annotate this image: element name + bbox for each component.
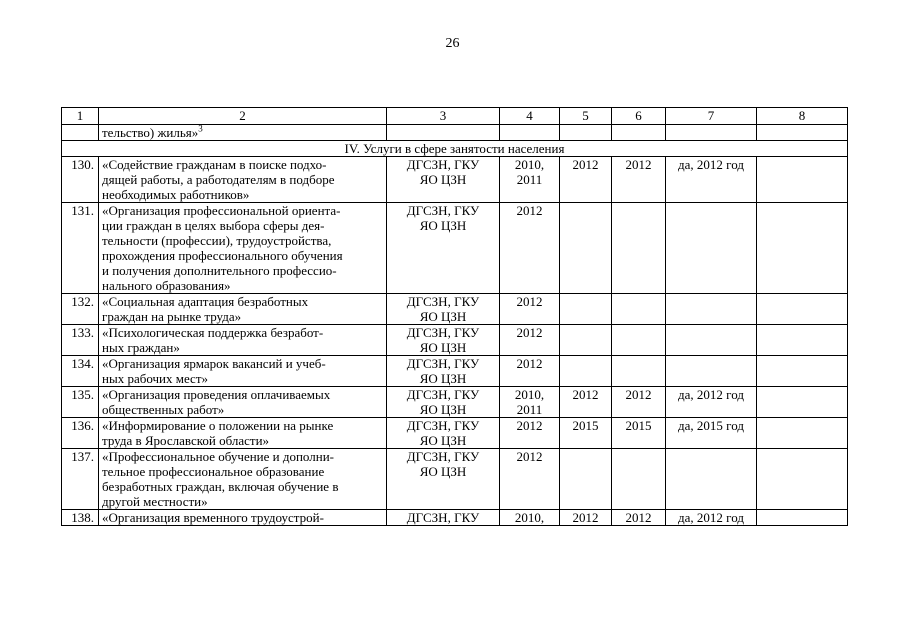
service-name-line: дящей работы, а работодателям в подборе (102, 172, 335, 187)
col-7-cell: да, 2012 год (666, 157, 757, 203)
service-name-cell (99, 325, 387, 356)
service-name-cell (99, 294, 387, 325)
organization-line: ДГСЗН, ГКУ (406, 510, 480, 525)
organization-cell (387, 157, 500, 203)
service-name-cell (99, 418, 387, 449)
service-name-line: «Организация ярмарок вакансий и учеб- (102, 356, 326, 371)
organization-line: ДГСЗН, ГКУ (406, 325, 480, 340)
col-7-cell: да, 2012 год (666, 387, 757, 418)
col-4-line: 2011 (516, 402, 543, 417)
organization-cell (387, 356, 500, 387)
continuation-cell-6 (612, 125, 666, 141)
service-name-cell (99, 203, 387, 294)
col-4-line: 2010, (514, 510, 545, 525)
footnote-marker: 3 (198, 124, 203, 134)
organization-cell (387, 510, 500, 526)
table-row (62, 325, 848, 356)
service-name-line: ных граждан» (102, 340, 180, 355)
service-name-line: «Социальная адаптация безработных (102, 294, 309, 309)
service-name-cell (99, 510, 387, 526)
continuation-row (62, 125, 848, 141)
col-6-cell: 2012 (612, 387, 666, 418)
col-5-cell: 2012 (560, 157, 612, 203)
organization-line: ДГСЗН, ГКУ (406, 418, 480, 433)
continuation-name-cell (99, 125, 387, 141)
col-5-cell (560, 203, 612, 294)
service-name-line: «Организация профессиональной ориента- (102, 203, 341, 218)
organization-line: ЯО ЦЗН (419, 172, 467, 187)
col-6-cell (612, 294, 666, 325)
col-5-cell: 2012 (560, 387, 612, 418)
continuation-cell-3 (387, 125, 500, 141)
col-4-cell (500, 418, 560, 449)
service-name-line: «Содействие гражданам в поиске подхо- (102, 157, 327, 172)
organization-cell (387, 325, 500, 356)
organization-line: ДГСЗН, ГКУ (406, 203, 480, 218)
col-4-cell (500, 387, 560, 418)
col-4-line: 2012 (516, 449, 543, 464)
organization-line: ДГСЗН, ГКУ (406, 356, 480, 371)
continuation-cell-4 (500, 125, 560, 141)
col-6-cell (612, 325, 666, 356)
continuation-cell-5 (560, 125, 612, 141)
row-number-cell: 137. (62, 449, 99, 510)
table-row (62, 294, 848, 325)
table-row (62, 510, 848, 526)
row-number-cell: 132. (62, 294, 99, 325)
col-6-cell (612, 356, 666, 387)
row-number-cell: 133. (62, 325, 99, 356)
header-col-6: 6 (612, 108, 666, 125)
col-7-cell: да, 2012 год (666, 510, 757, 526)
table-row (62, 157, 848, 203)
col-7-cell: да, 2015 год (666, 418, 757, 449)
row-number-cell: 131. (62, 203, 99, 294)
col-4-cell (500, 203, 560, 294)
service-name-line: «Организация временного трудоустрой- (102, 510, 324, 525)
header-row (62, 108, 848, 125)
section-title: IV. Услуги в сфере занятости населения (62, 141, 848, 157)
organization-line: ЯО ЦЗН (419, 433, 467, 448)
col-8-cell (757, 510, 848, 526)
row-number-cell: 136. (62, 418, 99, 449)
organization-cell (387, 294, 500, 325)
service-name-line: необходимых работников» (102, 187, 250, 202)
section-header-row (62, 141, 848, 157)
col-8-cell (757, 356, 848, 387)
organization-line: ЯО ЦЗН (419, 340, 467, 355)
table-row (62, 356, 848, 387)
col-6-cell (612, 203, 666, 294)
col-4-line: 2012 (516, 203, 543, 218)
continuation-cell-8 (757, 125, 848, 141)
table-row (62, 387, 848, 418)
header-col-3: 3 (387, 108, 500, 125)
col-4-line: 2010, (514, 157, 545, 172)
organization-line: ЯО ЦЗН (419, 402, 467, 417)
service-name-line: граждан на рынке труда» (102, 309, 242, 324)
row-number-cell: 134. (62, 356, 99, 387)
col-5-cell (560, 294, 612, 325)
service-name-cell (99, 356, 387, 387)
col-6-cell (612, 449, 666, 510)
service-name-line: «Психологическая поддержка безработ- (102, 325, 324, 340)
service-name-line: «Профессиональное обучение и дополни- (102, 449, 334, 464)
col-7-cell (666, 203, 757, 294)
organization-line: ДГСЗН, ГКУ (406, 157, 480, 172)
col-4-cell (500, 449, 560, 510)
services-table (61, 107, 848, 526)
service-name-line: тельное профессиональное образование (102, 464, 325, 479)
col-4-line: 2011 (516, 172, 543, 187)
header-col-7: 7 (666, 108, 757, 125)
col-8-cell (757, 294, 848, 325)
service-name-line: прохождения профессионального обучения (102, 248, 343, 263)
col-4-cell (500, 510, 560, 526)
table-row (62, 418, 848, 449)
service-name-line: и получения дополнительного профессио- (102, 263, 337, 278)
organization-line: ДГСЗН, ГКУ (406, 294, 480, 309)
col-4-line: 2012 (516, 356, 543, 371)
organization-line: ДГСЗН, ГКУ (406, 449, 480, 464)
col-5-cell: 2015 (560, 418, 612, 449)
service-name-line: ции граждан в целях выбора сферы дея- (102, 218, 325, 233)
table-row (62, 449, 848, 510)
col-4-line: 2012 (516, 325, 543, 340)
service-name-line: нального образования» (102, 278, 231, 293)
service-name-line: «Организация проведения оплачиваемых (102, 387, 331, 402)
organization-line: ЯО ЦЗН (419, 309, 467, 324)
organization-cell (387, 418, 500, 449)
col-8-cell (757, 387, 848, 418)
col-6-cell: 2015 (612, 418, 666, 449)
col-4-line: 2012 (516, 294, 543, 309)
service-name-line: безработных граждан, включая обучение в (102, 479, 339, 494)
col-6-cell: 2012 (612, 157, 666, 203)
col-4-cell (500, 356, 560, 387)
row-number-cell: 138. (62, 510, 99, 526)
col-5-cell (560, 325, 612, 356)
col-5-cell (560, 449, 612, 510)
service-name-line: общественных работ» (102, 402, 225, 417)
header-col-5: 5 (560, 108, 612, 125)
organization-line: ЯО ЦЗН (419, 464, 467, 479)
col-8-cell (757, 157, 848, 203)
service-name-line: «Информирование о положении на рынке (102, 418, 334, 433)
organization-line: ЯО ЦЗН (419, 371, 467, 386)
service-name-line: другой местности» (102, 494, 208, 509)
header-col-2: 2 (99, 108, 387, 125)
col-4-cell (500, 157, 560, 203)
col-8-cell (757, 418, 848, 449)
col-4-cell (500, 325, 560, 356)
continuation-num-cell (62, 125, 99, 141)
header-col-1: 1 (62, 108, 99, 125)
col-5-cell: 2012 (560, 510, 612, 526)
service-name-line: труда в Ярославской области» (102, 433, 270, 448)
service-name-cell (99, 157, 387, 203)
continuation-cell-7 (666, 125, 757, 141)
header-col-4: 4 (500, 108, 560, 125)
col-7-cell (666, 325, 757, 356)
service-name-line: тельности (профессии), трудоустройства, (102, 233, 332, 248)
organization-cell (387, 387, 500, 418)
col-7-cell (666, 449, 757, 510)
organization-cell (387, 203, 500, 294)
header-col-8: 8 (757, 108, 848, 125)
col-7-cell (666, 356, 757, 387)
continuation-text: тельство) жилья» (102, 125, 199, 140)
col-4-cell (500, 294, 560, 325)
col-7-cell (666, 294, 757, 325)
col-4-line: 2012 (516, 418, 543, 433)
col-4-line: 2010, (514, 387, 545, 402)
row-number-cell: 135. (62, 387, 99, 418)
service-name-cell (99, 387, 387, 418)
row-number-cell: 130. (62, 157, 99, 203)
organization-line: ДГСЗН, ГКУ (406, 387, 480, 402)
col-8-cell (757, 325, 848, 356)
col-6-cell: 2012 (612, 510, 666, 526)
col-8-cell (757, 203, 848, 294)
service-name-line: ных рабочих мест» (102, 371, 209, 386)
organization-line: ЯО ЦЗН (419, 218, 467, 233)
col-8-cell (757, 449, 848, 510)
table-row (62, 203, 848, 294)
service-name-cell (99, 449, 387, 510)
organization-cell (387, 449, 500, 510)
col-5-cell (560, 356, 612, 387)
page-number: 26 (445, 36, 460, 51)
